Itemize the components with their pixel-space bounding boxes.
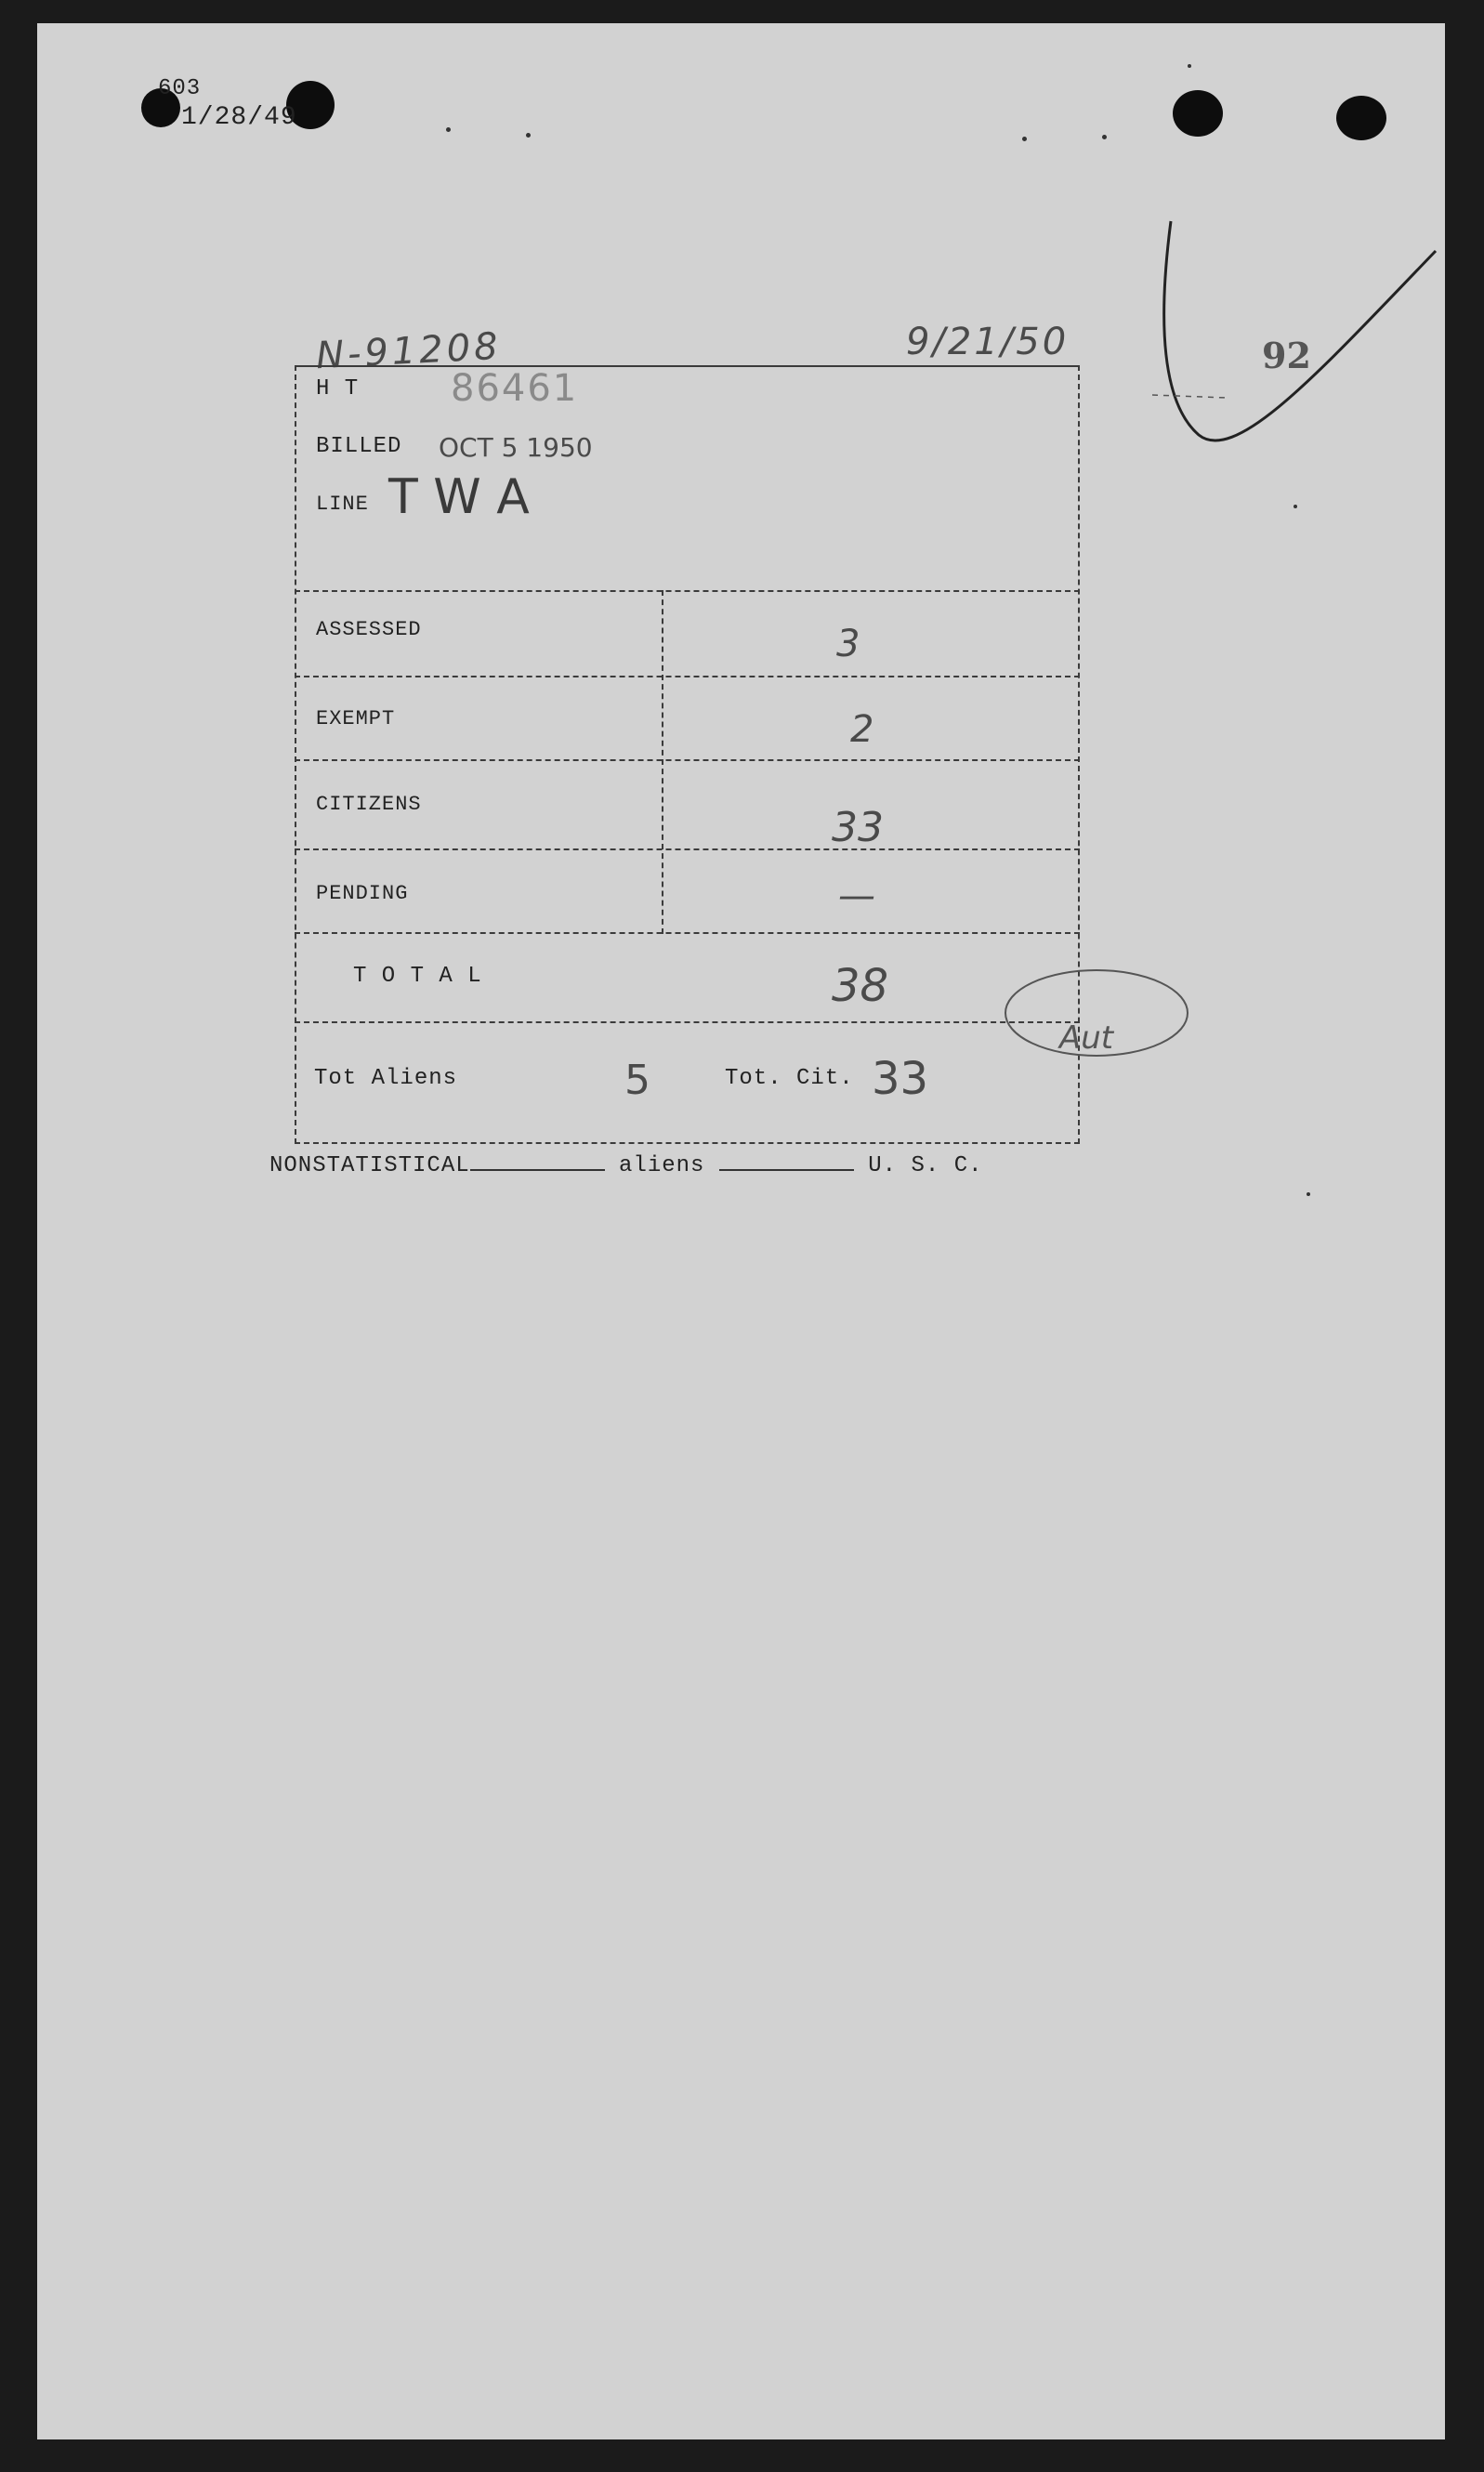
box-left-border (295, 365, 296, 1144)
column-divider (662, 590, 663, 934)
speck (446, 127, 451, 132)
exempt-label: EXEMPT (316, 707, 396, 730)
usc-blank (719, 1169, 854, 1171)
nonstatistical-label: NONSTATISTICAL (269, 1153, 470, 1178)
form-date: 1/28/49 (181, 103, 297, 132)
row-divider (295, 590, 1080, 592)
row-divider (295, 848, 1080, 850)
row-divider (295, 759, 1080, 761)
box-top-border (295, 365, 1080, 367)
tot-cit-label: Tot. Cit. (725, 1066, 854, 1091)
assessed-label: ASSESSED (316, 618, 422, 641)
speck (1307, 1192, 1310, 1196)
total-value: 38 (832, 960, 889, 1012)
initials: Aut (1059, 1019, 1114, 1057)
form-number: 603 (158, 76, 202, 101)
initials-oval (1004, 962, 1189, 1073)
pending-value: — (838, 874, 875, 917)
tot-cit-value: 33 (872, 1053, 929, 1105)
line-value: T W A (388, 469, 530, 525)
tot-aliens-value: 5 (624, 1057, 650, 1104)
assessed-value: 3 (836, 623, 860, 665)
citizens-label: CITIZENS (316, 793, 422, 816)
nonstatistical-aliens-blank (470, 1169, 605, 1171)
ht-label: H T (316, 376, 360, 401)
citizens-value: 33 (832, 804, 884, 851)
page-number: 92 (1262, 335, 1311, 376)
row-divider (295, 1021, 1080, 1023)
row-divider (295, 932, 1080, 934)
speck (1102, 135, 1107, 139)
box-bottom-border (295, 1142, 1080, 1144)
speck (1188, 64, 1191, 68)
nonstatistical-line (269, 1153, 983, 1178)
document-page (37, 23, 1445, 2439)
ht-value: 86461 (451, 367, 579, 410)
row-divider (295, 676, 1080, 677)
speck (1294, 505, 1297, 508)
punch-hole-3 (1173, 90, 1223, 137)
manifest-number: N-91208 (314, 324, 503, 378)
pending-label: PENDING (316, 882, 409, 905)
line-label: LINE (316, 493, 369, 516)
handwritten-date: 9/21/50 (906, 321, 1070, 363)
exempt-value: 2 (850, 708, 874, 751)
billed-label: BILLED (316, 434, 402, 459)
punch-hole-4 (1336, 96, 1386, 140)
speck (1022, 137, 1027, 141)
usc-label: U. S. C. (868, 1153, 983, 1178)
billed-date-stamp: OCT 5 1950 (439, 432, 593, 463)
tot-aliens-label: Tot Aliens (314, 1066, 458, 1091)
total-label: T O T A L (353, 964, 482, 989)
aliens-label: aliens (619, 1153, 705, 1178)
speck (526, 133, 531, 138)
